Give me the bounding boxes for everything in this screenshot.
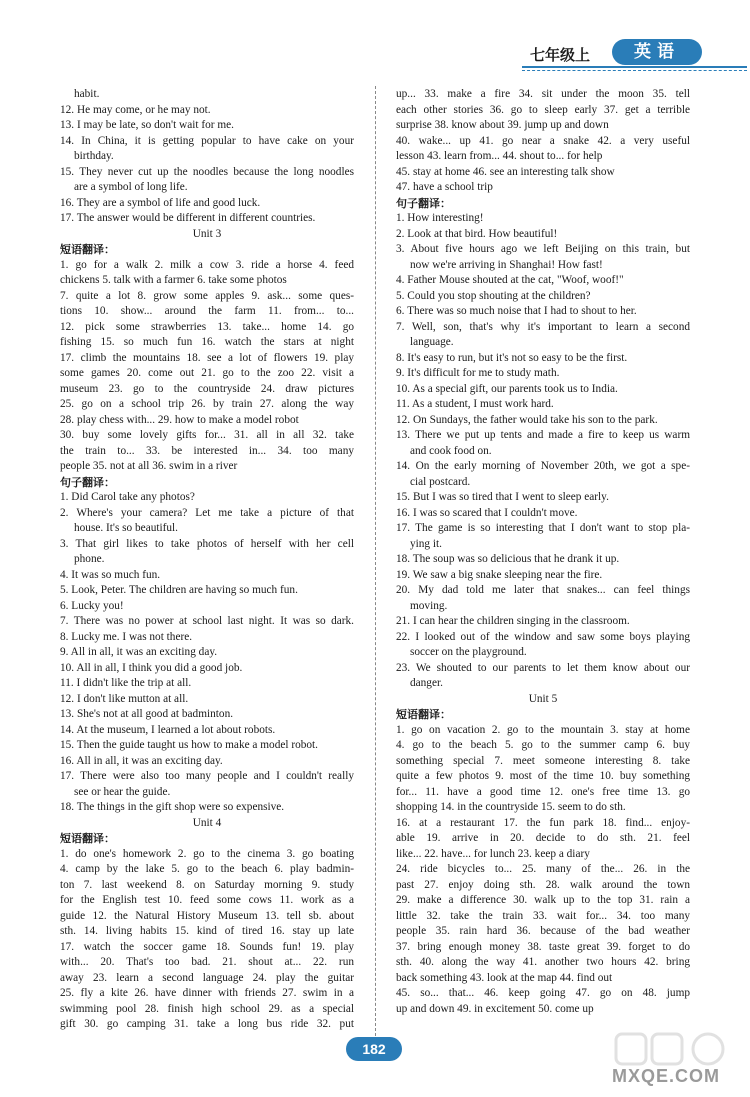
subject-badge: 英语 (612, 39, 702, 65)
text-line: tions 10. show... around the farm 11. from... to... (60, 305, 354, 317)
text-line: shopping 14. in the countryside 15. seem to do sth. (396, 801, 626, 813)
text-line: with... 20. That's too bad. 21. shout at... 22. run (60, 956, 354, 968)
section-heading: 短语翻译： (60, 832, 115, 845)
text-line: swimming pool 28. finish high school 29. as a special (60, 1002, 354, 1015)
text-line: 13. She's not at all good at badminton. (60, 708, 234, 720)
text-line: cial postcard. (410, 475, 471, 488)
text-line: museum 23. go to the countryside 24. draw pictures (60, 382, 354, 395)
unit-title: Unit 5 (528, 692, 558, 705)
text-line: 8. It's easy to run, but it's not so easy to be the first. (396, 351, 628, 364)
text-line: 2. Look at that bird. How beautiful! (396, 227, 558, 240)
text-line: 16. They are a symbol of life and good luck. (60, 196, 261, 209)
text-line: sth. 40. along the way 41. another two hours 42. bring (396, 956, 690, 968)
text-line: 25. go on a school trip 26. by train 27. along the way (60, 398, 354, 410)
text-line: 11. I didn't like the trip at all. (60, 677, 192, 689)
text-line: little 32. take the train 33. wait for... 34. too many (396, 909, 690, 922)
section-heading: 短语翻译： (396, 708, 451, 721)
text-line: 37. bring enough money 38. taste great 39. forget to do (396, 940, 690, 953)
text-line: some games 20. come out 21. go to the zoo 22. visit a (60, 367, 354, 379)
text-line: 40. wake... up 41. go near a snake 42. a very useful (396, 134, 690, 147)
text-line: 11. As a student, I must work hard. (396, 398, 554, 410)
section-heading: 短语翻译： (60, 243, 115, 256)
text-line: 45. stay at home 46. see an interesting talk show (396, 165, 615, 178)
text-line: 3. About five hours ago we left Beijing on this train, but (396, 243, 690, 255)
text-line: are a symbol of long life. (74, 181, 188, 193)
text-line: 18. The things in the gift shop were so expensive. (60, 801, 285, 813)
text-line: 8. Lucky me. I was not there. (60, 630, 193, 643)
text-line: 6. Lucky you! (60, 599, 124, 612)
text-line: language. (410, 336, 454, 348)
text-line: ton 7. last weekend 8. on Saturday morning 9. study (60, 878, 354, 891)
text-line: surprise 38. know about 39. jump up and down (396, 119, 609, 131)
text-line: 7. quite a lot 8. grow some apples 9. ask... some ques- (60, 289, 354, 302)
text-line: 6. There was so much noise that I had to shout to her. (396, 305, 637, 317)
text-line: 7. Well, son, that's why it's important to learn a second (396, 320, 690, 333)
text-line: see or hear the guide. (74, 785, 171, 798)
text-line: each other stories 36. go to sleep early 37. get a terrible (396, 103, 690, 116)
text-line: sth. 14. living habits 15. kind of tired 16. stay up late (60, 925, 354, 937)
text-line: 1. go on vacation 2. go to the mountain 3. stay at home (396, 723, 690, 736)
text-line: 5. Look, Peter. The children are having so much fun. (60, 584, 298, 596)
text-line: 12. pick some strawberries 13. take... home 14. go (60, 320, 354, 333)
text-line: 25. fly a kite 26. have dinner with friends 27. swim in a (60, 987, 354, 999)
text-line: 47. have a school trip (396, 181, 493, 193)
text-line: 14. In China, it is getting popular to have cake on your (60, 134, 354, 147)
text-line: 17. There were also too many people and I couldn't really (60, 770, 354, 782)
text-line: 15. They never cut up the noodles because the long noodles (60, 165, 354, 178)
text-line: 1. How interesting! (396, 212, 484, 224)
text-line: gift 30. go camping 31. take a long bus ride 32. put (60, 1018, 354, 1030)
text-line: 19. We saw a big snake sleeping near the fire. (396, 568, 603, 581)
text-line: 17. The game is so interesting that I don't want to stop pla- (396, 522, 690, 534)
text-line: 15. But I was so tired that I went to sleep early. (396, 491, 609, 503)
text-line: for the English test 10. feed some cows 11. work as a (60, 894, 354, 906)
watermark-text: MXQE.COM (612, 1066, 721, 1086)
text-line: soccer on the playground. (410, 646, 527, 658)
text-line: 4. It was so much fun. (60, 568, 161, 581)
text-line: 13. There we put up tents and made a fire to keep us warm (396, 429, 690, 441)
text-line: up... 33. make a fire 34. sit under the moon 35. tell (396, 88, 690, 100)
text-line: 14. At the museum, I learned a lot about robots. (60, 723, 276, 736)
text-line: 17. climb the mountains 18. see a lot of flowers 19. play (60, 351, 354, 364)
text-line: for... 11. have a good time 12. one's free time 13. go (396, 785, 690, 798)
text-line: 16. at a restaurant 17. the fun park 18. find... enjoy- (396, 816, 690, 829)
text-line: fishing 15. so much fun 16. watch the stars at night (60, 336, 354, 348)
text-line: people 35. not at all 36. swim in a river (60, 460, 238, 472)
text-line: away 23. learn a second language 24. play the guitar (60, 971, 354, 984)
text-line: habit. (74, 88, 100, 100)
text-line: 23. We shouted to our parents to let them know about our (396, 661, 690, 674)
text-line: 16. All in all, it was an exciting day. (60, 754, 223, 767)
text-line: quite a few photos 9. most of the time 10. buy something (396, 770, 690, 782)
text-line: 2. Where's your camera? Let me take a picture of that (60, 506, 354, 519)
text-line: 22. I looked out of the window and saw some boys playing (396, 630, 690, 643)
text-line: 4. Father Mouse shouted at the cat, "Woof, woof!" (396, 274, 624, 286)
text-line: 18. The soup was so delicious that he drank it up. (396, 553, 620, 565)
text-line: now we're arriving in Shanghai! How fast! (410, 258, 603, 271)
text-line: chickens 5. talk with a farmer 6. take some photos (60, 274, 287, 286)
text-line: 45. so... that... 46. keep going 47. go on 48. jump (396, 987, 690, 999)
unit-title: Unit 3 (192, 227, 222, 240)
text-line: 17. watch the soccer game 18. Sounds fun! 19. play (60, 940, 354, 953)
text-line: like... 22. have... for lunch 23. keep a diary (396, 847, 590, 860)
text-line: 14. On the early morning of November 20th, we got a spe- (396, 460, 690, 472)
text-line: birthday. (74, 150, 114, 162)
grade-label: 七年级上 (530, 48, 591, 64)
text-line: up and down 49. in excitement 50. come up (396, 1002, 594, 1015)
text-line: and cook food on. (410, 444, 492, 457)
text-line: moving. (410, 599, 448, 612)
text-line: 24. ride bicycles to... 25. many of the... 26. in the (396, 863, 690, 875)
text-line: 12. I don't like mutton at all. (60, 692, 189, 705)
text-line: 13. I may be late, so don't wait for me. (60, 119, 234, 131)
right-column (396, 87, 690, 1017)
text-line: 12. He may come, or he may not. (60, 103, 211, 116)
text-line: past 27. enjoy doing sth. 28. walk around the town (396, 878, 690, 891)
header-rule-dashed (522, 70, 747, 71)
text-line: 29. make a difference 30. walk up to the top 31. rain a (396, 894, 690, 906)
text-line: guide 12. the Natural History Museum 13. tell sb. about (60, 909, 354, 922)
page-number: 182 (346, 1037, 402, 1061)
section-heading: 句子翻译： (60, 475, 115, 489)
unit-title: Unit 4 (192, 816, 222, 829)
text-line: 1. do one's homework 2. go to the cinema 3. go boating (60, 847, 354, 860)
text-line: 7. There was no power at school last night. It was so dark. (60, 615, 354, 627)
text-line: 10. As a special gift, our parents took us to India. (396, 382, 618, 395)
text-line: house. It's so beautiful. (74, 522, 179, 534)
text-line: 12. On Sundays, the father would take his son to the park. (396, 413, 658, 426)
text-line: lesson 43. learn from... 44. shout to... for help (396, 150, 603, 162)
text-line: 17. The answer would be different in different countries. (60, 212, 316, 224)
text-line: people 35. rain hard 36. because of the bad weather (396, 925, 690, 937)
section-heading: 句子翻译： (396, 196, 451, 210)
text-line: able 19. arrive in 20. decide to do sth. 21. feel (396, 832, 690, 844)
text-line: 9. It's difficult for me to study math. (396, 367, 560, 379)
text-line: 21. I can hear the children singing in the classroom. (396, 615, 630, 627)
text-line: 1. go for a walk 2. milk a cow 3. ride a horse 4. feed (60, 258, 354, 271)
text-line: 28. play chess with... 29. how to make a model robot (60, 413, 299, 426)
text-line: 9. All in all, it was an exciting day. (60, 646, 218, 658)
text-line: danger. (410, 677, 443, 689)
text-line: 30. buy some lovely gifts for... 31. all in all 32. take (60, 429, 354, 441)
text-line: 5. Could you stop shouting at the children? (396, 289, 591, 302)
text-line: 3. That girl likes to take photos of herself with her cell (60, 537, 354, 550)
text-line: 4. camp by the lake 5. go to the beach 6. play badmin- (60, 863, 354, 875)
text-line: 4. go to the beach 5. go to the summer camp 6. buy (396, 739, 690, 751)
text-line: 15. Then the guide taught us how to make a model robot. (60, 739, 319, 751)
text-line: back something 43. look at the map 44. find out (396, 971, 613, 984)
left-column (60, 87, 354, 1033)
text-line: 1. Did Carol take any photos? (60, 491, 195, 503)
text-line: the train to... 33. be interested in... 34. too many (60, 444, 354, 457)
text-line: something special 7. meet someone interesting 8. take (396, 754, 690, 767)
text-line: ying it. (410, 537, 443, 550)
text-line: phone. (74, 553, 105, 565)
header-rule (522, 66, 747, 68)
column-divider (375, 86, 376, 1036)
text-line: 20. My dad told me later that snakes... can feel things (396, 584, 690, 596)
text-line: 10. All in all, I think you did a good job. (60, 661, 243, 674)
text-line: 16. I was so scared that I couldn't move. (396, 506, 578, 519)
